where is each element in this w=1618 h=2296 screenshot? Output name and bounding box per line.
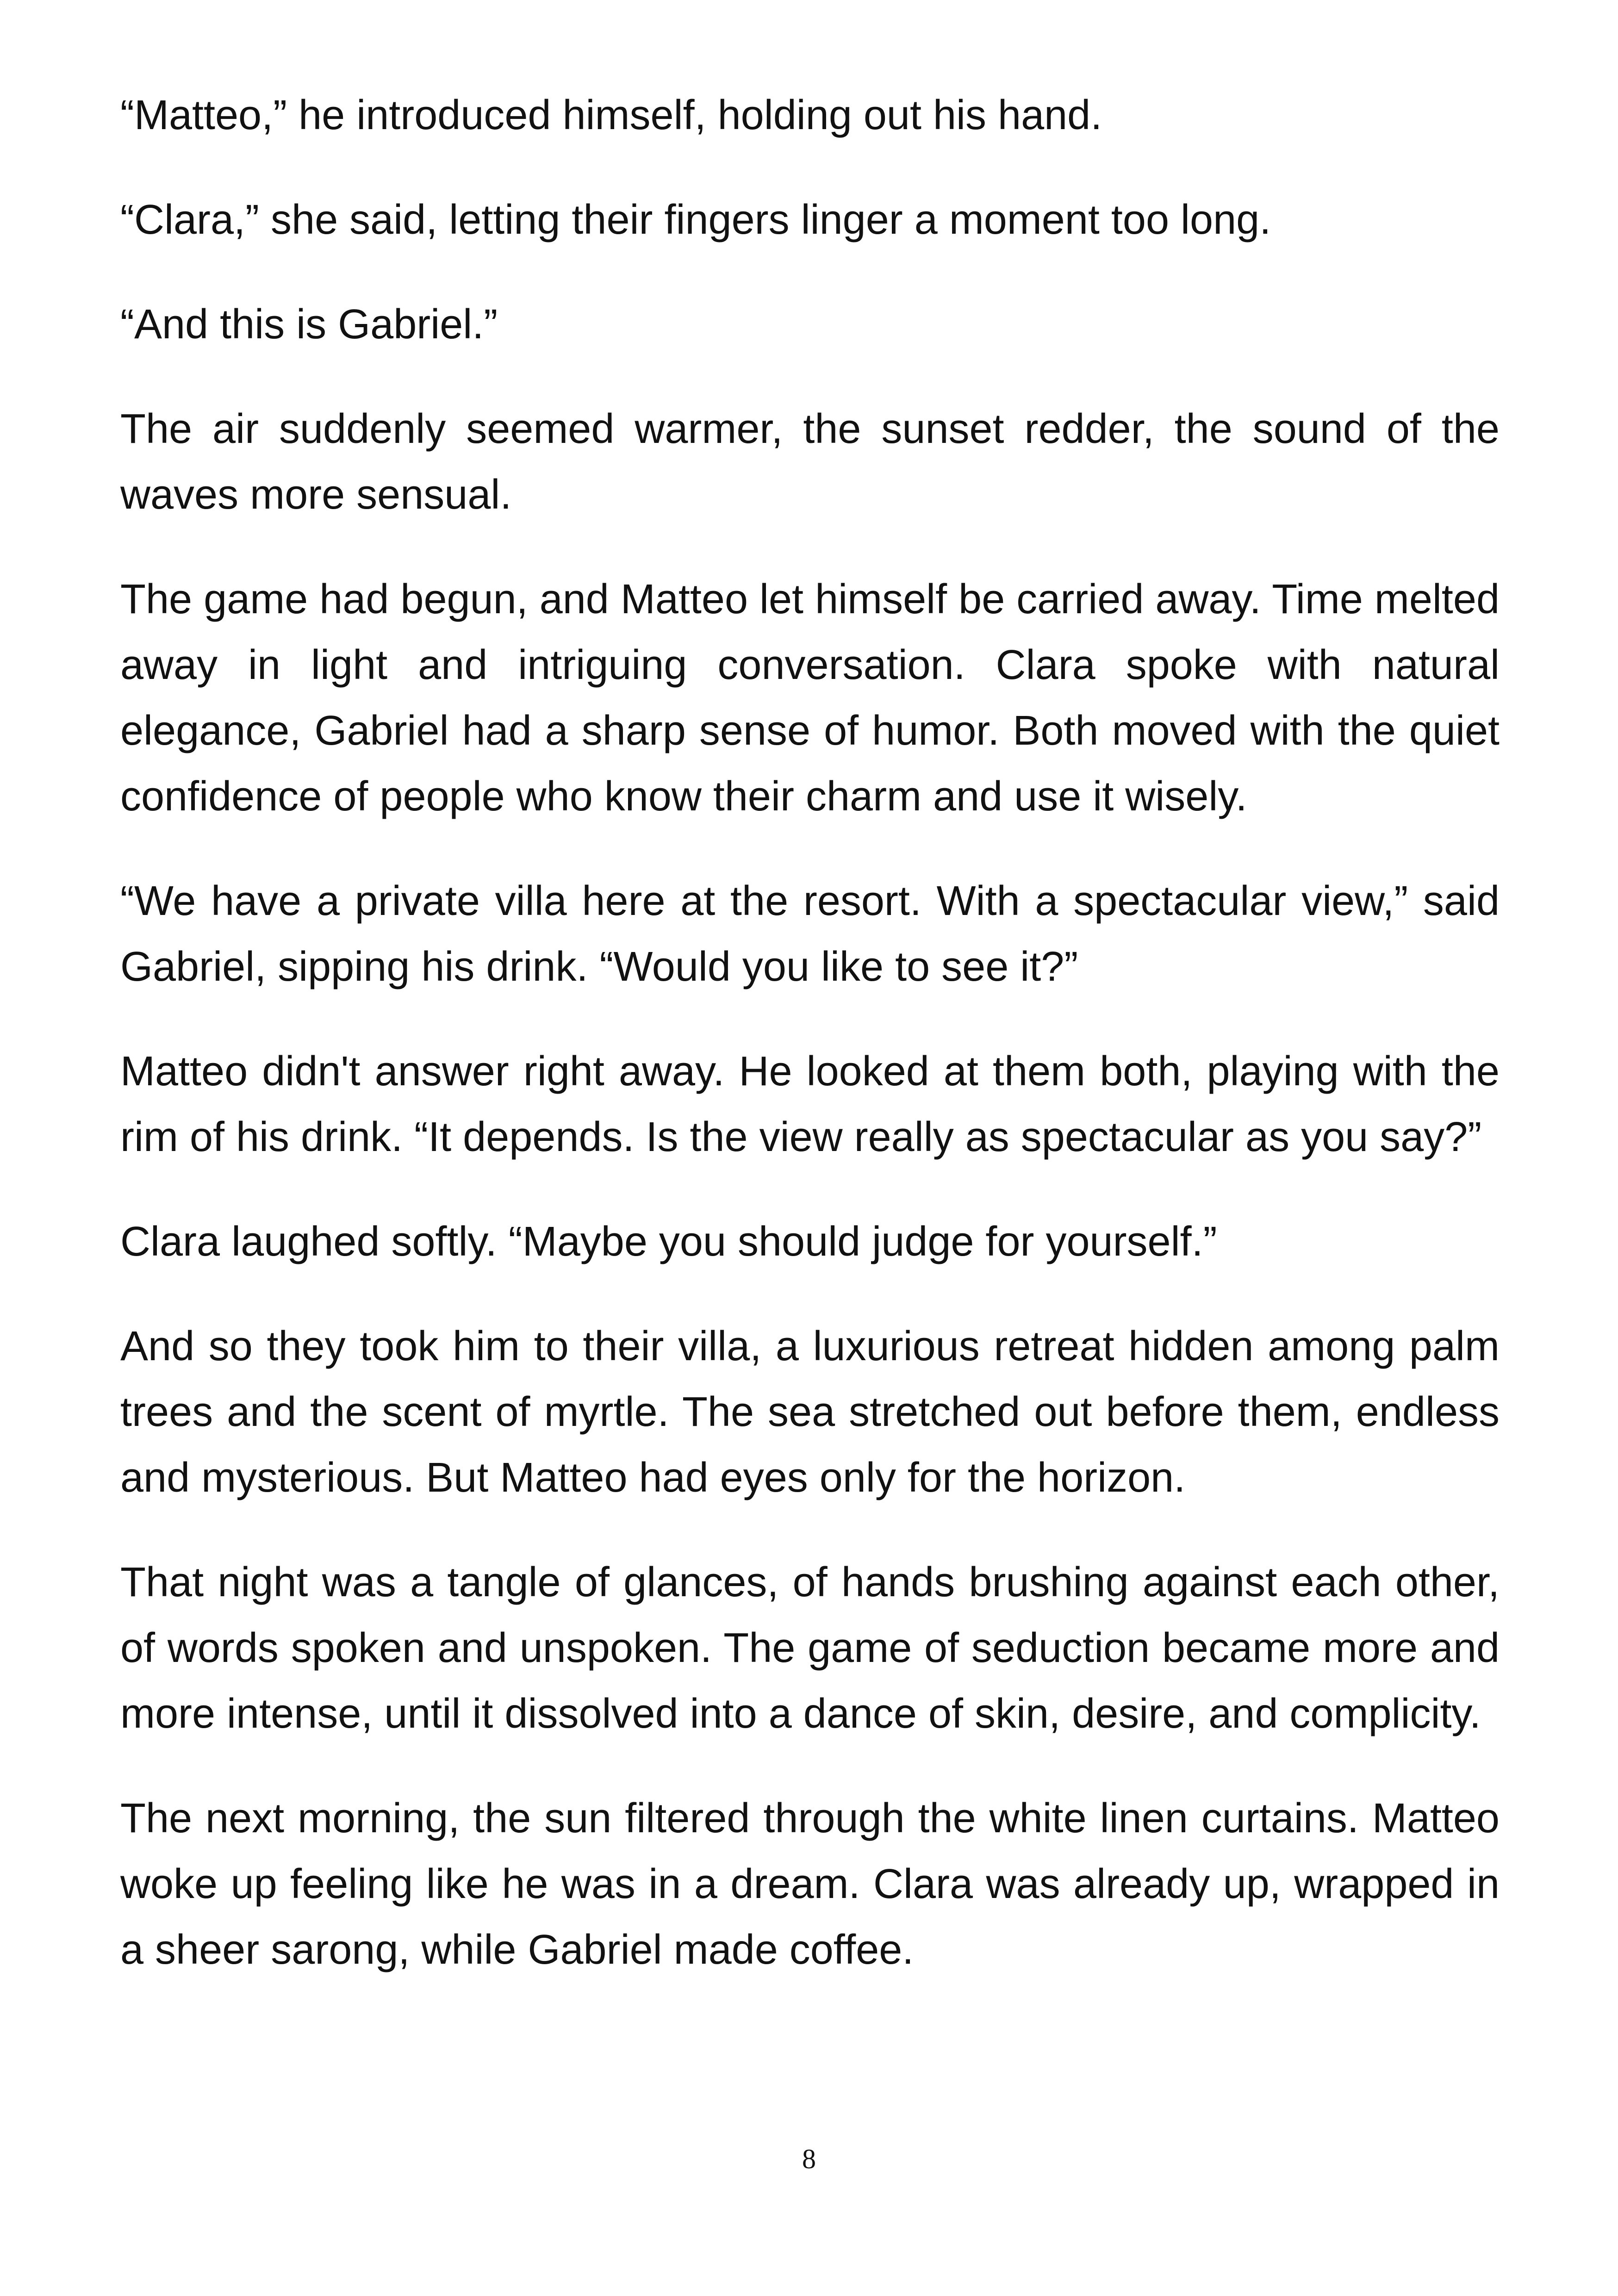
paragraph: “Matteo,” he introduced himself, holding out his hand. [120, 92, 1102, 138]
paragraph: “Clara,” she said, letting their fingers linger a moment too long. [120, 197, 1271, 243]
paragraph: The game had begun, and Matteo let himself be carried away. Time melted away in light and intriguing conversation. Clara spoke with natural elegance, Gabriel had a sharp sense of humor. Both moved with the quiet confidence of people who know their charm and use it wisely. [120, 576, 1500, 820]
paragraph: Matteo didn't answer right away. He looked at them both, playing with the rim of his drink. “It depends. Is the view really as spectacular as you say?” [120, 1048, 1500, 1160]
body-text [120, 82, 1500, 2022]
page-number: 8 [802, 2144, 816, 2174]
paragraph: “We have a private villa here at the resort. With a spectacular view,” said Gabriel, sipping his drink. “Would you like to see it?” [120, 878, 1500, 990]
paragraph: Clara laughed softly. “Maybe you should judge for yourself.” [120, 1219, 1217, 1265]
paragraph: And so they took him to their villa, a luxurious retreat hidden among palm trees and the scent of myrtle. The sea stretched out before them, endless and mysterious. But Matteo had eyes only for the horizon. [120, 1323, 1500, 1501]
paragraph: That night was a tangle of glances, of hands brushing against each other, of words spoken and unspoken. The game of seduction became more and more intense, until it dissolved into a dance of skin, desire, and complicity. [120, 1559, 1500, 1737]
paragraph: “And this is Gabriel.” [120, 301, 498, 348]
paragraph: The next morning, the sun filtered through the white linen curtains. Matteo woke up feeling like he was in a dream. Clara was already up, wrapped in a sheer sarong, while Gabriel made coffee. [120, 1795, 1500, 1973]
paragraph: The air suddenly seemed warmer, the sunset redder, the sound of the waves more sensual. [120, 406, 1500, 518]
